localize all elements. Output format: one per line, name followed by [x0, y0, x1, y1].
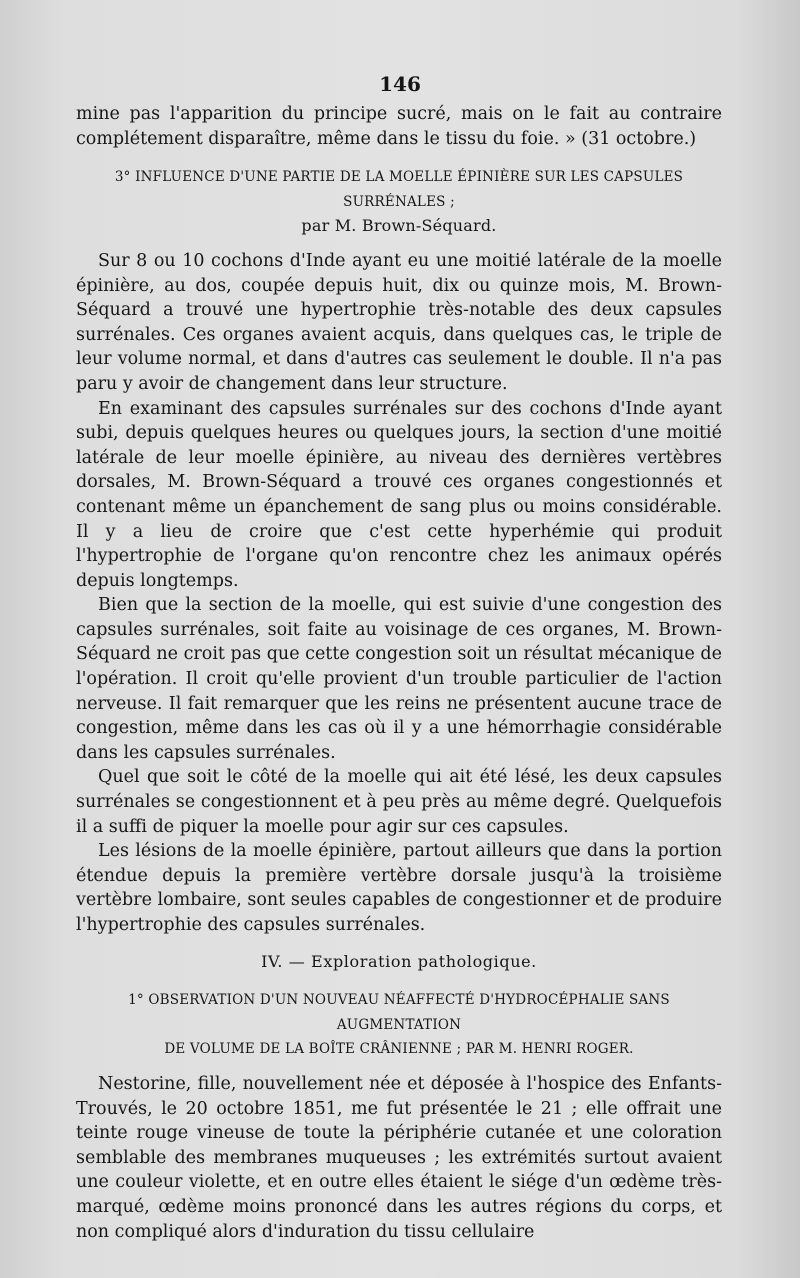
heading-1-title: 1° OBSERVATION D'UN NOUVEAU NÉAFFECTÉ D'HYDROCÉPHALIE SANS AUGMENTATION: [128, 992, 670, 1033]
paragraph: En examinant des capsules surrénales sur des cochons d'Inde ayant subi, depuis quelques heures ou quelques jours, la section d'une moitié latérale de leur moelle épinière, au niveau des dernières vertèbres dorsales, M. Brown-Séquard a trouvé ces organes congestionnés et contenant même un épanchement de sang plus ou moins considérable. Il y a lieu de croire que c'est cette hyperhémie qui produit l'hypertrophie de l'organe qu'on rencontre chez les animaux opérés depuis longtemps.: [76, 398, 722, 591]
paragraph: Nestorine, fille, nouvellement née et déposée à l'hospice des Enfants-Trouvés, le 20 octobre 1851, me fut présentée le 21 ; elle offrait une teinte rouge vineuse de toute la périphérie cutanée et une coloration semblable des membranes muqueuses ; les extrémités surtout avaient une couleur violette, et en outre elles étaient le siége d'un œdème très-marqué, œdème moins prononcé dans les autres régions du corps, et non compliqué alors d'induration du tissu cellulaire: [76, 1073, 722, 1242]
section-heading-3: [76, 165, 722, 239]
section-heading-1: [76, 988, 722, 1062]
paragraph: Sur 8 ou 10 cochons d'Inde ayant eu une moitié latérale de la moelle épinière, au dos, coupée depuis huit, dix ou quinze mois, M. Brown-Séquard a trouvé une hypertrophie très-notable des deux capsules surrénales. Ces organes avaient acquis, dans quelques cas, le triple de leur volume normal, et dans d'autres cas seulement le double. Il n'a pas paru y avoir de changement dans leur structure.: [76, 250, 722, 394]
heading-3-title: 3° INFLUENCE D'UNE PARTIE DE LA MOELLE ÉPINIÈRE SUR LES CAPSULES SURRÉNALES ;: [114, 169, 684, 210]
paragraph: Les lésions de la moelle épinière, partout ailleurs que dans la portion étendue depuis la première vertèbre dorsale jusqu'à la troisième vertèbre lombaire, sont seules capables de congestionner et de produire l'hypertrophie des capsules surrénales.: [76, 841, 722, 935]
heading-3-author: par M. Brown-Séquard.: [301, 216, 497, 236]
page-body: [76, 102, 722, 1244]
section-title-iv: IV. — Exploration pathologique.: [261, 951, 537, 971]
page-number: 146: [379, 72, 421, 96]
paragraph-continued: mine pas l'apparition du principe sucré, mais on le fait au contraire complétement disparaître, même dans le tissu du foie. » (31 octobre.): [76, 104, 722, 149]
heading-1-author: DE VOLUME DE LA BOÎTE CRÂNIENNE ; PAR M. HENRI ROGER.: [164, 1041, 634, 1058]
paragraph: Bien que la section de la moelle, qui est suivie d'une congestion des capsules surrénales, soit faite au voisinage de ces organes, M. Brown-Séquard ne croit pas que cette congestion soit un résultat mécanique de l'opération. Il croit qu'elle provient d'un trouble particulier de l'action nerveuse. Il fait remarquer que les reins ne présentent aucune trace de congestion, même dans les cas où il y a une hémorrhagie considérable dans les capsules surrénales.: [76, 595, 722, 763]
paragraph: Quel que soit le côté de la moelle qui ait été lésé, les deux capsules surrénales se congestionnent et à peu près au même degré. Quelquefois il a suffi de piquer la moelle pour agir sur ces capsules.: [76, 767, 722, 837]
